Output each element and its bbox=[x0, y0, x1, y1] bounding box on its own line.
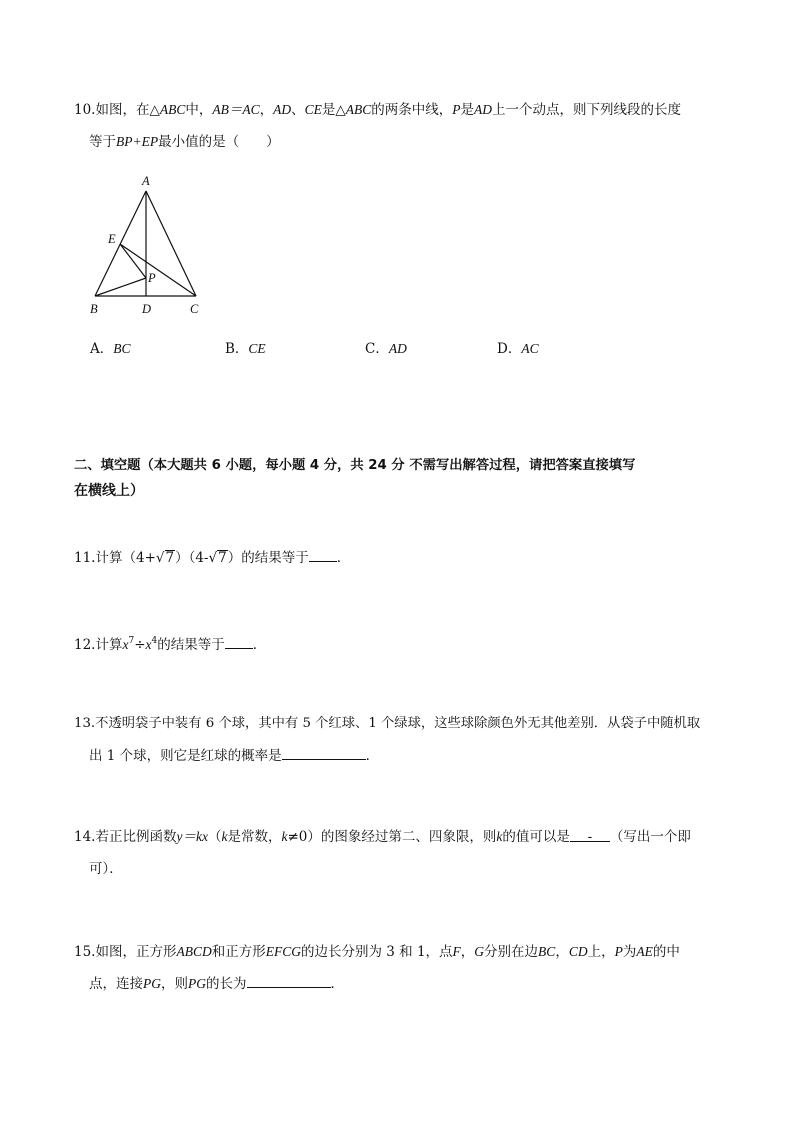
q14-answer-blank[interactable] bbox=[570, 828, 610, 845]
q10-line1 bbox=[74, 101, 681, 119]
q12-answer-blank[interactable] bbox=[225, 635, 253, 649]
q12-text: 计算 bbox=[95, 637, 123, 653]
q15-text: ，则 bbox=[161, 976, 188, 992]
segment-ep bbox=[120, 244, 146, 278]
q15-math: P bbox=[614, 944, 623, 959]
q10-math: P bbox=[452, 102, 461, 117]
q15-math: PG bbox=[143, 976, 161, 991]
q12-text: ． bbox=[252, 637, 267, 653]
q10-text: 最小值的是（ ） bbox=[158, 134, 280, 150]
q13-text: 不透明袋子中装有 6 个球，其中有 5 个红球、1 个绿球，这些球除颜色外无其他差别．从袋子中随机取 bbox=[95, 716, 701, 731]
q11-text: ）（4- bbox=[175, 550, 209, 566]
q15-text: ． bbox=[330, 976, 344, 992]
q10-option-d[interactable] bbox=[497, 340, 539, 358]
q10-text: ， bbox=[259, 102, 274, 118]
q15-line2 bbox=[89, 974, 344, 993]
label-a: A bbox=[142, 174, 150, 188]
q12-exponent: 7 bbox=[128, 636, 135, 646]
q14-text: 的值可以是 bbox=[502, 829, 570, 845]
section-heading-cont: 在横线上） bbox=[74, 483, 144, 499]
q15-text: 如图，正方形 bbox=[95, 944, 177, 960]
q13-line2 bbox=[89, 746, 379, 765]
q15-math: CD bbox=[568, 944, 588, 959]
option-text: BC bbox=[113, 341, 131, 356]
q10-math: AD bbox=[273, 102, 292, 117]
q10-text: 是 bbox=[460, 102, 475, 118]
q10-text: 上一个动点，则下列线段的长度 bbox=[492, 102, 682, 118]
q11: 11.计算（4+√7）（4-√7）的结果等于 ． bbox=[74, 550, 351, 566]
q10-math: AD bbox=[474, 102, 493, 117]
q15-text: 和正方形 bbox=[211, 944, 266, 960]
q14-text: 可）． bbox=[89, 861, 123, 877]
sqrt-radicand: 7 bbox=[218, 550, 227, 566]
q13-text: 出 1 个球，则它是红球的概率是 bbox=[89, 748, 282, 764]
q15-math: F bbox=[452, 944, 461, 959]
q15-number: 15. bbox=[74, 944, 96, 960]
q15-text: 的长为 bbox=[206, 976, 247, 992]
q10-math: ABC bbox=[159, 102, 186, 117]
q11-answer-blank[interactable] bbox=[309, 548, 337, 562]
q12 bbox=[74, 632, 266, 654]
q15-math: G bbox=[474, 944, 485, 959]
q10-math: CE bbox=[304, 102, 322, 117]
q10-text: 如图，在△ bbox=[95, 102, 160, 118]
q14-text: 若正比例函数 bbox=[95, 829, 177, 845]
q15-line1 bbox=[74, 943, 680, 961]
q15-math: AE bbox=[636, 944, 653, 959]
q14-text: 是常数， bbox=[227, 829, 282, 845]
q13-line1 bbox=[74, 715, 700, 733]
q10-text: 等于 bbox=[89, 134, 116, 150]
q14-text: ≠0）的图象经过第二、四象限，则 bbox=[287, 829, 497, 845]
q14-number: 14. bbox=[74, 829, 96, 845]
q11-text: ． bbox=[336, 550, 351, 566]
q15-text: 的中 bbox=[652, 944, 680, 960]
q14-line2 bbox=[89, 860, 123, 878]
label-e: E bbox=[108, 232, 116, 246]
q15-text: ， bbox=[555, 944, 569, 960]
q13-text: ． bbox=[365, 748, 380, 764]
option-letter: A． bbox=[90, 341, 114, 357]
q15-math: EFCG bbox=[265, 944, 301, 959]
q12-text: 的结果等于 bbox=[157, 637, 225, 653]
q15-text: 上， bbox=[587, 944, 615, 960]
q15-text: ， bbox=[460, 944, 475, 960]
q14-math: k bbox=[281, 829, 288, 844]
q10-math: ABC bbox=[345, 102, 372, 117]
q10-text: 、 bbox=[291, 102, 305, 118]
q12-math: x bbox=[145, 637, 152, 652]
q10-option-b[interactable] bbox=[225, 340, 266, 358]
label-c: C bbox=[190, 302, 199, 316]
q10-text: 中， bbox=[185, 102, 213, 118]
label-b: B bbox=[90, 302, 98, 316]
q10-option-c[interactable] bbox=[365, 340, 407, 358]
q13-answer-blank[interactable] bbox=[282, 746, 366, 760]
q14-text: （ bbox=[207, 829, 222, 845]
q10-text: 的两条中线， bbox=[371, 102, 453, 118]
q15-text: 为 bbox=[622, 944, 637, 960]
triangle-figure bbox=[84, 170, 214, 320]
section-heading: 二、填空题（本大题共 6 小题，每小题 4 分，共 24 分 不需写出解答过程，请把答案直接填写 bbox=[74, 458, 636, 473]
q10-line2 bbox=[89, 133, 280, 151]
label-p: P bbox=[148, 271, 156, 285]
q10-text: 是△ bbox=[321, 102, 346, 118]
q15-math: PG bbox=[188, 976, 206, 991]
q15-math: BC bbox=[538, 944, 556, 959]
option-text: AC bbox=[521, 341, 539, 356]
option-text: AD bbox=[388, 341, 407, 356]
q12-math: x bbox=[122, 637, 129, 652]
q14-math: k bbox=[221, 829, 228, 844]
q15-text: 的边长分别为 3 和 1，点 bbox=[300, 944, 453, 960]
q11-text: 计算（4+ bbox=[95, 550, 156, 566]
q10-math: BP+EP bbox=[116, 134, 159, 149]
q15-answer-blank[interactable] bbox=[247, 974, 331, 988]
label-d: D bbox=[142, 302, 152, 316]
q10-number: 10. bbox=[74, 102, 96, 118]
q10-option-a[interactable] bbox=[90, 340, 131, 358]
q13-number: 13. bbox=[74, 716, 96, 731]
option-text: CE bbox=[248, 341, 266, 356]
q15-math: ABCD bbox=[176, 944, 212, 959]
q14-line1 bbox=[74, 828, 691, 846]
q12-math: ÷ bbox=[134, 637, 146, 653]
q14-math: y＝kx bbox=[176, 829, 208, 844]
q15-text: 点，连接 bbox=[89, 976, 143, 992]
q12-exponent: 4 bbox=[151, 636, 158, 646]
option-letter: C． bbox=[365, 341, 389, 357]
q14-math: k bbox=[496, 829, 503, 844]
q14-answer: - bbox=[587, 829, 593, 845]
q11-text: ）的结果等于 bbox=[227, 550, 309, 566]
q10-math: AB＝AC bbox=[212, 102, 260, 117]
q14-text: （写出一个即 bbox=[609, 829, 691, 845]
sqrt-radicand: 7 bbox=[165, 550, 175, 566]
option-letter: B． bbox=[225, 341, 249, 357]
option-letter: D． bbox=[497, 341, 522, 357]
median-ce bbox=[120, 244, 196, 296]
q11-number: 11. bbox=[74, 550, 96, 566]
q15-text: 分别在边 bbox=[484, 944, 539, 960]
q12-number: 12. bbox=[74, 637, 96, 653]
